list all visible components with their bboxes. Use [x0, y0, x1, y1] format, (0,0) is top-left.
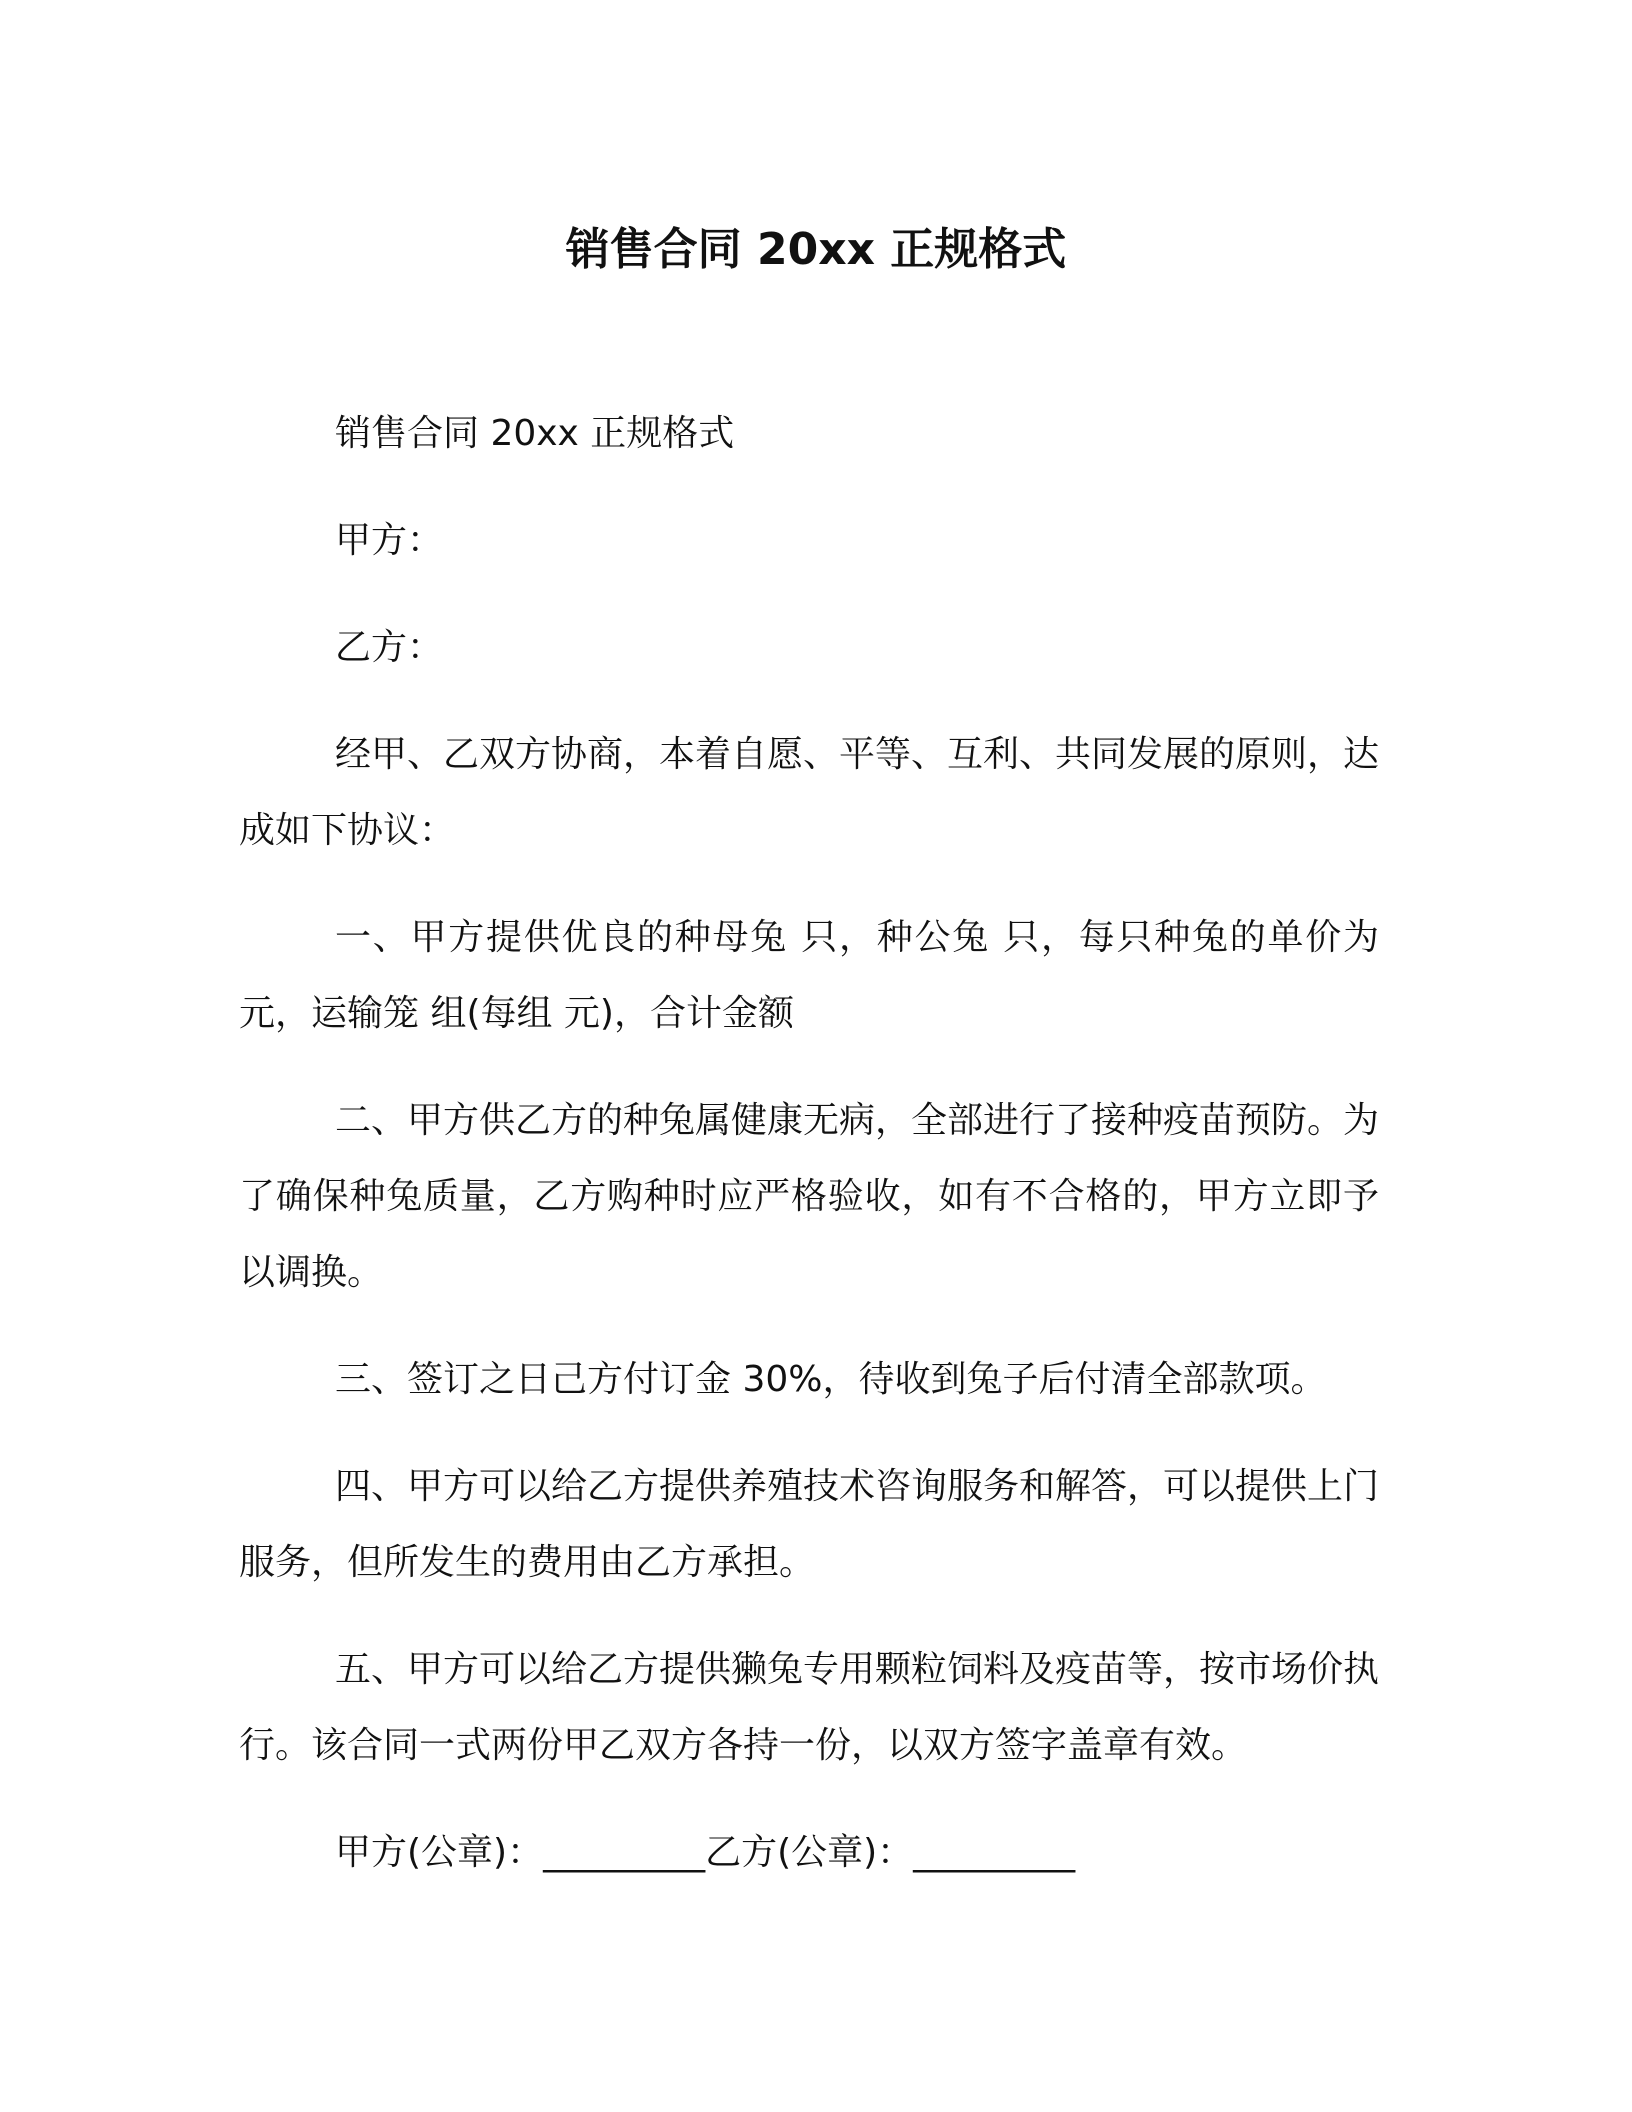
document-body [239, 396, 1379, 1891]
clause-4: 四、甲方可以给乙方提供养殖技术咨询服务和解答，可以提供上门服务，但所发生的费用由乙方承担。 [239, 1466, 1380, 1583]
clause-5: 五、甲方可以给乙方提供獭兔专用颗粒饲料及疫苗等，按市场价执行。该合同一式两份甲乙双方各持一份，以双方签字盖章有效。 [239, 1649, 1380, 1766]
party-a-line: 甲方： [335, 520, 444, 561]
party-b-line: 乙方： [335, 627, 444, 668]
document-title: 销售合同 20xx 正规格式 [565, 224, 1067, 275]
preamble-paragraph: 经甲、乙双方协商，本着自愿、平等、互利、共同发展的原则，达成如下协议： [239, 734, 1380, 851]
clause-1: 一、甲方提供优良的种母兔 只，种公兔 只，每只种兔的单价为 元，运输笼 组(每组 元)，合计金额 [239, 917, 1379, 1034]
signature-line: 甲方(公章)：_________乙方(公章)：_________ [335, 1832, 1076, 1873]
subtitle-paragraph: 销售合同 20xx 正规格式 [335, 413, 735, 454]
clause-2: 二、甲方供乙方的种兔属健康无病，全部进行了接种疫苗预防。为了确保种兔质量，乙方购种时应严格验收，如有不合格的，甲方立即予以调换。 [239, 1100, 1380, 1293]
clause-3: 三、签订之日己方付订金 30%，待收到兔子后付清全部款项。 [335, 1359, 1327, 1400]
